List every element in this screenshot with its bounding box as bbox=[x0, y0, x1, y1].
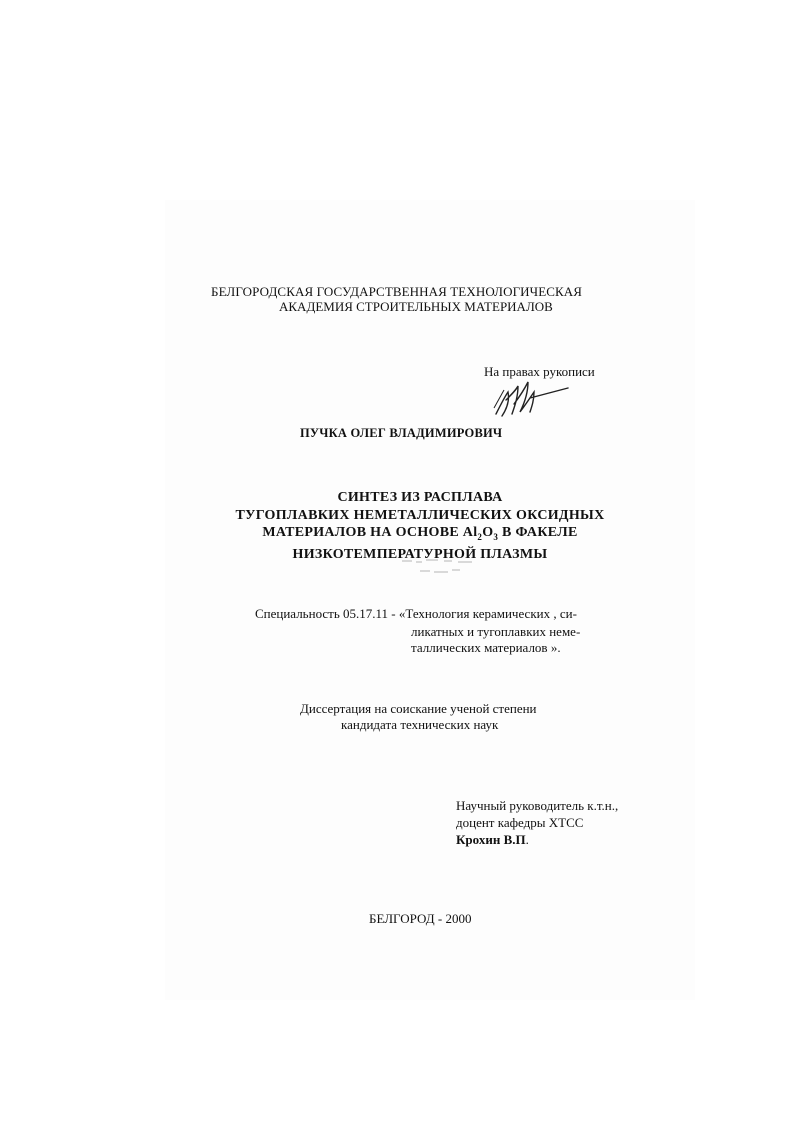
dissertation-title bbox=[200, 489, 640, 564]
specialty-line-2: ликатных и тугоплавких неме- bbox=[411, 624, 581, 639]
degree-line-1: Диссертация на соискание ученой степени bbox=[300, 701, 537, 716]
signature-icon bbox=[490, 378, 570, 420]
title-line-1: СИНТЕЗ ИЗ РАСПЛАВА bbox=[337, 490, 503, 505]
degree-line-2: кандидата технических наук bbox=[341, 717, 499, 732]
institution-line-2: АКАДЕМИЯ СТРОИТЕЛЬНЫХ МАТЕРИАЛОВ bbox=[279, 299, 553, 314]
specialty-line-3: таллических материалов ». bbox=[411, 640, 561, 655]
city-year: БЕЛГОРОД - 2000 bbox=[369, 911, 472, 926]
stamp-icon bbox=[398, 556, 488, 582]
institution-line-1: БЕЛГОРОДСКАЯ ГОСУДАРСТВЕННАЯ ТЕХНОЛОГИЧЕСКАЯ bbox=[211, 284, 583, 299]
specialty-line-1: Специальность 05.17.11 - «Технология керамических , си- bbox=[255, 606, 577, 621]
title-line-3: МАТЕРИАЛОВ НА ОСНОВЕ $Al_2O_3$ В ФАКЕЛЕ bbox=[262, 525, 578, 542]
supervisor-line-1: Научный руководитель к.т.н., bbox=[456, 798, 619, 813]
author-name: ПУЧКА ОЛЕГ ВЛАДИМИРОВИЧ bbox=[300, 426, 503, 440]
supervisor-line-2: доцент кафедры ХТСС bbox=[456, 815, 584, 830]
title-line-2: ТУГОПЛАВКИХ НЕМЕТАЛЛИЧЕСКИХ ОКСИДНЫХ bbox=[235, 507, 605, 523]
title-line-4: НИЗКОТЕМПЕРАТУРНОЙ ПЛАЗМЫ bbox=[292, 547, 548, 563]
scanned-sheet bbox=[165, 200, 695, 1000]
manuscript-note: На правах рукописи bbox=[484, 364, 595, 379]
supervisor-name: Крохин В.П. bbox=[456, 832, 529, 847]
